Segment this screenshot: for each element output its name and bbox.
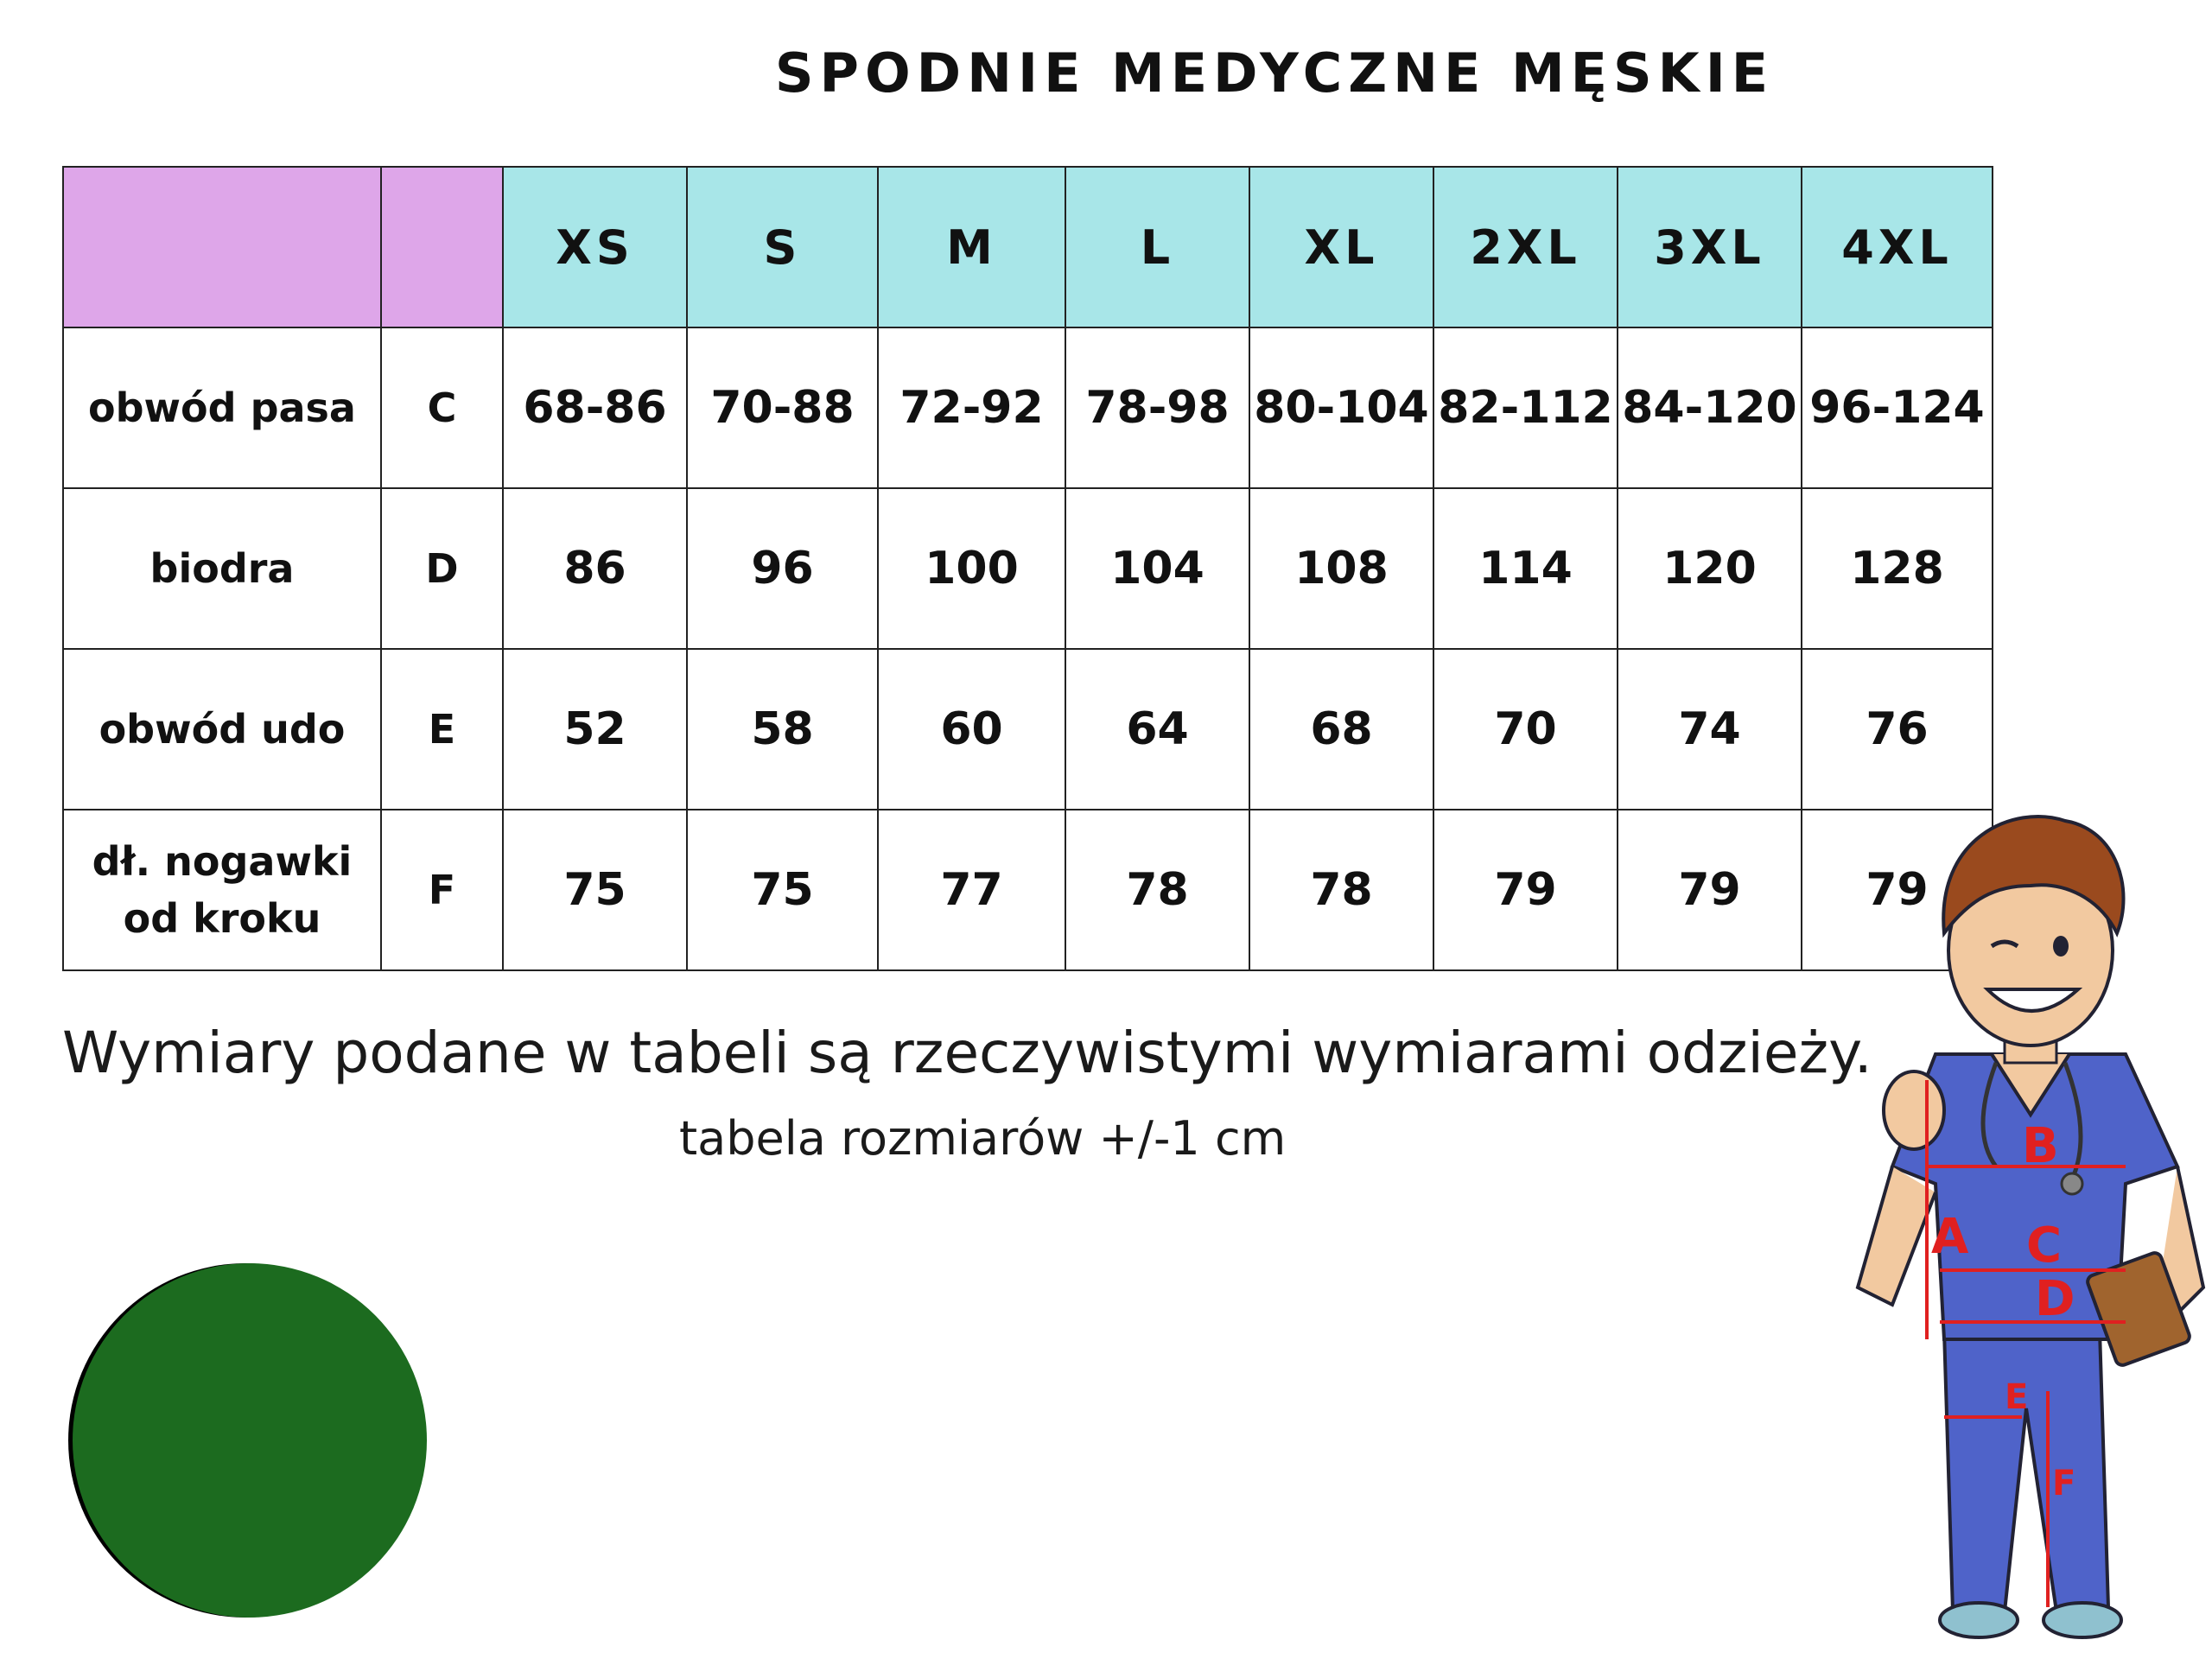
table-row-inseam — [63, 810, 1993, 970]
table-cell: 75 — [503, 810, 687, 970]
table-cell: 75 — [687, 810, 878, 970]
header-size-xl: XL — [1249, 167, 1433, 327]
table-cell: 79 — [1802, 810, 1993, 970]
header-size-s: S — [687, 167, 878, 327]
label-d: D — [2035, 1271, 2075, 1327]
table-cell: 58 — [687, 649, 878, 810]
row-code: F — [381, 810, 503, 970]
row-code: C — [381, 327, 503, 488]
header-size-m: M — [878, 167, 1065, 327]
table-cell: 78-98 — [1065, 327, 1249, 488]
table-cell: 104 — [1065, 488, 1249, 649]
label-b: B — [2022, 1118, 2059, 1174]
table-cell: 108 — [1249, 488, 1433, 649]
table-cell: 70-88 — [687, 327, 878, 488]
table-cell: 68-86 — [503, 327, 687, 488]
row-label: biodra — [63, 488, 381, 649]
row-label: dł. nogawki od kroku — [63, 810, 381, 970]
size-table — [62, 166, 1993, 971]
tolerance-note: tabela rozmiarów +/-1 cm — [679, 1111, 1287, 1166]
table-cell: 78 — [1065, 810, 1249, 970]
row-label: obwód udo — [63, 649, 381, 810]
row-label: obwód pasa — [63, 327, 381, 488]
table-header-row — [63, 167, 1993, 327]
table-cell: 79 — [1618, 810, 1802, 970]
table-cell: 86 — [503, 488, 687, 649]
table-cell: 52 — [503, 649, 687, 810]
table-cell: 74 — [1618, 649, 1802, 810]
label-c: C — [2026, 1217, 2063, 1274]
table-cell: 84-120 — [1618, 327, 1802, 488]
table-cell: 72-92 — [878, 327, 1065, 488]
header-size-4xl: 4XL — [1802, 167, 1993, 327]
label-f: F — [2052, 1464, 2076, 1503]
table-row-hips — [63, 488, 1993, 649]
green-circle — [73, 1263, 427, 1618]
table-cell: 100 — [878, 488, 1065, 649]
row-code: E — [381, 649, 503, 810]
table-cell: 76 — [1802, 649, 1993, 810]
header-code-cell — [381, 167, 503, 327]
table-row-waist — [63, 327, 1993, 488]
table-cell: 114 — [1433, 488, 1618, 649]
table-row-thigh — [63, 649, 1993, 810]
header-size-l: L — [1065, 167, 1249, 327]
doctor-illustration — [1840, 804, 2212, 1650]
page-title: SPODNIE MEDYCZNE MĘSKIE — [774, 41, 1775, 105]
label-a: A — [1931, 1209, 1969, 1265]
header-size-xs: XS — [503, 167, 687, 327]
label-e: E — [2005, 1377, 2029, 1417]
table-cell: 70 — [1433, 649, 1618, 810]
table-cell: 79 — [1433, 810, 1618, 970]
dimensions-note: Wymiary podane w tabeli są rzeczywistymi wymiarami odzieży. — [62, 1020, 1872, 1086]
header-size-2xl: 2XL — [1433, 167, 1618, 327]
table-cell: 128 — [1802, 488, 1993, 649]
row-code: D — [381, 488, 503, 649]
table-cell: 120 — [1618, 488, 1802, 649]
table-cell: 60 — [878, 649, 1065, 810]
table-cell: 77 — [878, 810, 1065, 970]
table-cell: 64 — [1065, 649, 1249, 810]
table-cell: 82-112 — [1433, 327, 1618, 488]
table-cell: 78 — [1249, 810, 1433, 970]
header-label-cell — [63, 167, 381, 327]
table-cell: 68 — [1249, 649, 1433, 810]
header-size-3xl: 3XL — [1618, 167, 1802, 327]
table-cell: 96 — [687, 488, 878, 649]
table-cell: 80-104 — [1249, 327, 1433, 488]
table-cell: 96-124 — [1802, 327, 1993, 488]
